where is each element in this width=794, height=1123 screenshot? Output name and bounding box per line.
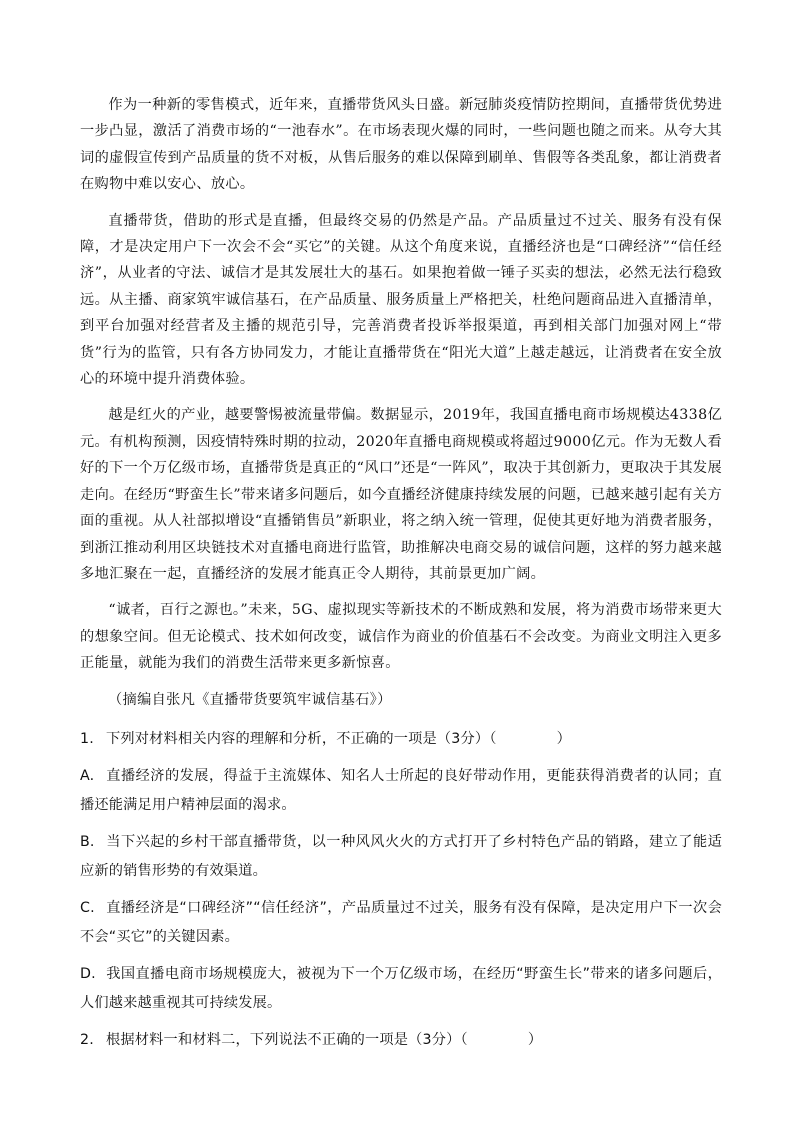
option-text: 直播经济的发展，得益于主流媒体、知名人士所起的良好带动作用，更能获得消费者的认同；直播还能满足用户精神层面的渴求。 [80,767,722,813]
option-text: 当下兴起的乡村干部直播带货，以一种风风火火的方式打开了乡村特色产品的销路，建立了能适应新的销售形势的有效渠道。 [80,833,722,879]
passage-paragraph-2: 直播带货，借助的形式是直播，但最终交易的仍然是产品。产品质量过不过关、服务有没有保障，才是决定用户下一次会不会“买它”的关键。从这个角度来说，直播经济也是“口碑经济”“信任经济”，从业者的守法、诚信才是其发展壮大的基石。如果抱着做一锤子买卖的想法，必然无法行稳致远。从主播、商家筑牢诚信基石，在产品质量、服务质量上严格把关，杜绝问题商品进入直播清单，到平台加强对经营者及主播的规范引导，完善消费者投诉举报渠道，再到相关部门加强对网上“带货”行为的监管，只有各方协同发力，才能让直播带货在“阳光大道”上越走越远，让消费者在安全放心的环境中提升消费体验。 [80,212,722,388]
question-2-text: 根据材料一和材料二，下列说法不正确的一项是（3分）（ [106,1031,468,1048]
document-page [80,92,722,1063]
option-label: B. [80,833,95,850]
passage-paragraph-4: “诚者，百行之源也。”未来，5G、虚拟现实等新技术的不断成熟和发展，将为消费市场带来更大的想象空间。但无论模式、技术如何改变，诚信作为商业的价值基石不会改变。为商业文明注入更多正能量，就能为我们的消费生活带来更多新惊喜。 [80,602,722,672]
option-text: 直播经济是“口碑经济”“信任经济”，产品质量过不过关，服务有没有保障，是决定用户下一次会不会“买它”的关键因素。 [80,899,722,945]
question-2 [80,1026,722,1055]
question-1-text: 下列对材料相关内容的理解和分析，不正确的一项是（3分）（ [106,730,497,747]
question-2-number: 2. [80,1031,94,1048]
question-1-close: ） [556,730,571,747]
option-label: D. [80,965,96,982]
option-text: 我国直播电商市场规模庞大，被视为下一个万亿级市场，在经历“野蛮生长”带来的诸多问题后，人们越来越重视其可持续发展。 [80,965,722,1011]
question-1-option-a [80,762,722,820]
question-1-option-b [80,828,722,886]
question-1 [80,725,722,754]
passage-source: （摘编自张凡《直播带货要筑牢诚信基石》） [108,691,392,708]
option-label: C. [80,899,95,916]
question-2-close: ） [527,1031,543,1048]
question-1-option-c [80,894,722,952]
option-label: A. [80,767,95,784]
question-1-option-d [80,960,722,1018]
passage-paragraph-3: 越是红火的产业，越要警惕被流量带偏。数据显示，2019年，我国直播电商市场规模达4338亿元。有机构预测，因疫情特殊时期的拉动，2020年直播电商规模或将超过9000亿元。作为无数人看好的下一个万亿级市场，直播带货是真正的“风口”还是“一阵风”，取决于其创新力，更取决于其发展走向。在经历“野蛮生长”带来诸多问题后，如今直播经济健康持续发展的问题，已越来越引起有关方面的重视。从人社部拟增设“直播销售员”新职业，将之纳入统一管理，促使其更好地为消费者服务，到浙江推动利用区块链技术对直播电商进行监管，助推解决电商交易的诚信问题，这样的努力越来越多地汇聚在一起，直播经济的发展才能真正令人期待，其前景更加广阔。 [80,407,722,582]
question-1-number: 1. [80,730,94,747]
passage-paragraph-1: 作为一种新的零售模式，近年来，直播带货风头日盛。新冠肺炎疫情防控期间，直播带货优势进一步凸显，激活了消费市场的“一池春水”。在市场表现火爆的同时，一些问题也随之而来。从夸大其词的虚假宣传到产品质量的货不对板，从售后服务的难以保障到刷单、售假等各类乱象，都让消费者在购物中难以安心、放心。 [80,97,722,193]
